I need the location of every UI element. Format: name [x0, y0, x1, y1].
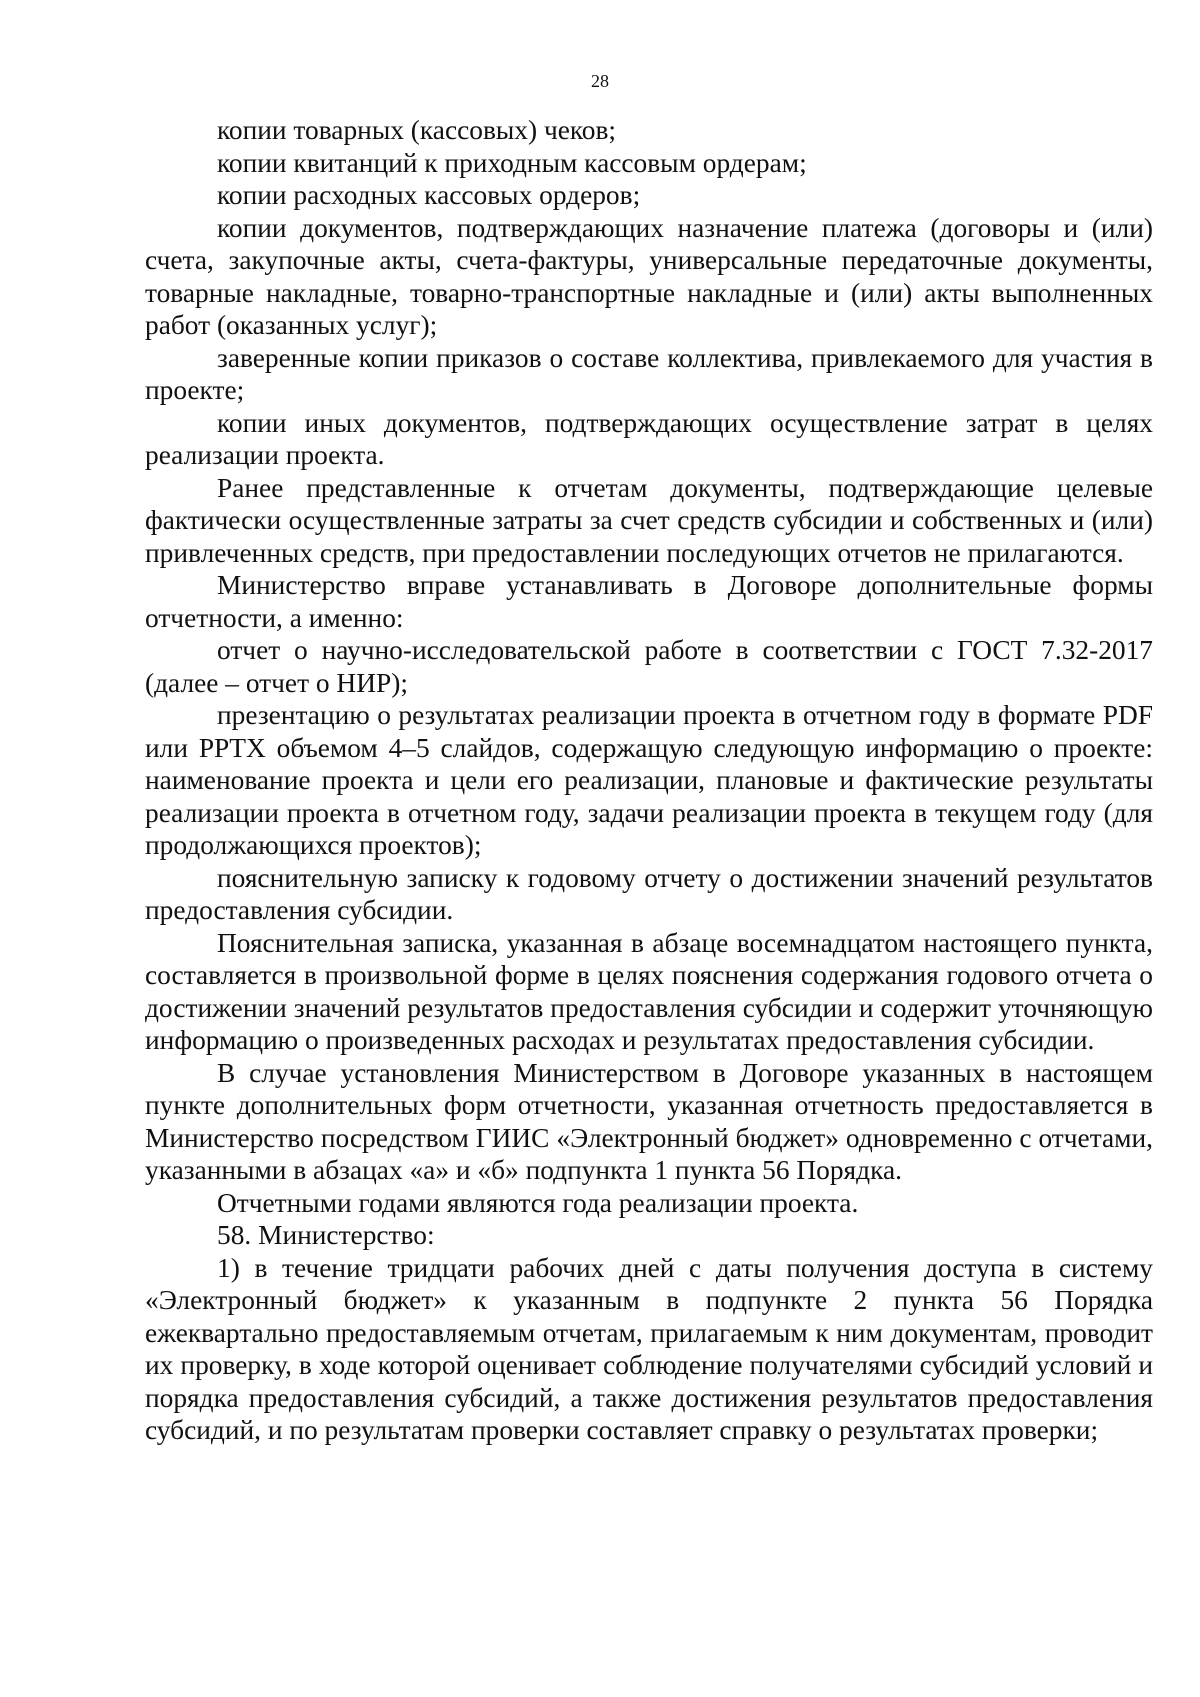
paragraph: презентацию о результатах реализации проекта в отчетном году в формате PDF или PPTX объемом 4–5 слайдов, содержащую следующую информацию о проекте: наименование проекта и цели его реализации, плановые и фактические результаты реализации проекта в отчетном году, задачи реализации проекта в текущем году (для продолжающихся проектов);	[145, 700, 1153, 860]
page-number: 28	[591, 71, 609, 91]
paragraph: Министерство вправе устанавливать в Договоре дополнительные формы отчетности, а именно:	[145, 570, 1153, 633]
paragraph: копии иных документов, подтверждающих осуществление затрат в целях реализации проекта.	[145, 407, 1153, 470]
paragraph: заверенные копии приказов о составе коллектива, привлекаемого для участия в проекте;	[145, 342, 1153, 405]
paragraph: Отчетными годами являются года реализации проекта.	[217, 1187, 859, 1218]
paragraph: копии товарных (кассовых) чеков;	[217, 115, 617, 145]
paragraph: копии документов, подтверждающих назначение платежа (договоры и (или) счета, закупочные акты, счета-фактуры, универсальные передаточные документы, товарные накладные, товарно-транспортные накладные и (или) акты выполненных работ (оказанных услуг);	[145, 212, 1153, 340]
paragraph: Ранее представленные к отчетам документы, подтверждающие целевые фактически осуществленные затраты за счет средств субсидии и собственных и (или) привлеченных средств, при предоставлении последующих отчетов не прилагаются.	[145, 472, 1153, 568]
paragraph: копии расходных кассовых ордеров;	[217, 180, 641, 210]
paragraph: Пояснительная записка, указанная в абзаце восемнадцатом настоящего пункта, составляется в произвольной форме в целях пояснения содержания годового отчета о достижении значений результатов предоставления субсидии и содержит уточняющую информацию о произведенных расходах и результатах предоставления субсидии.	[145, 927, 1153, 1055]
paragraph: В случае установления Министерством в Договоре указанных в настоящем пункте дополнительных форм отчетности, указанная отчетность предоставляется в Министерство посредством ГИИС «Электронный бюджет» одновременно с отчетами, указанными в абзацах «а» и «б» подпункта 1 пункта 56 Порядка.	[145, 1057, 1153, 1185]
paragraph: копии квитанций к приходным кассовым ордерам;	[217, 147, 807, 178]
paragraph: отчет о научно-исследовательской работе в соответствии с ГОСТ 7.32-2017 (далее – отчет о НИР);	[145, 635, 1153, 698]
paragraph: 58. Министерство:	[217, 1220, 435, 1250]
paragraph: пояснительную записку к годовому отчету о достижении значений результатов предоставления субсидии.	[145, 862, 1153, 925]
document-body	[145, 114, 1153, 1447]
paragraph: 1) в течение тридцати рабочих дней с даты получения доступа в систему «Электронный бюджет» к указанным в подпункте 2 пункта 56 Порядка ежеквартально предоставляемым отчетам, прилагаемым к ним документам, проводит их проверку, в ходе которой оценивает соблюдение получателями субсидий условий и порядка предоставления субсидий, а также достижения результатов предоставления субсидий, и по результатам проверки составляет справку о результатах проверки;	[145, 1252, 1153, 1445]
